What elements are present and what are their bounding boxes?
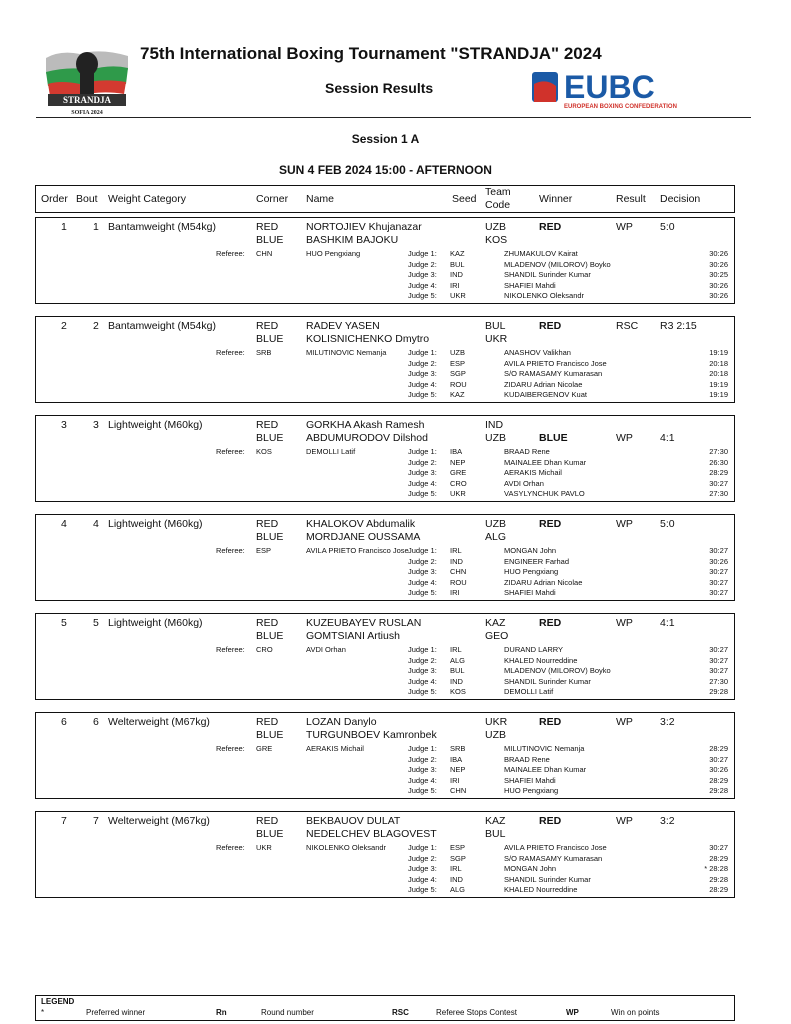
legend-desc: Win on points — [611, 1008, 660, 1017]
session-label: Session 1 A — [351, 132, 420, 146]
judge-score: 30:27 — [709, 843, 728, 852]
bout-number: 6 — [93, 716, 99, 728]
judge-name: AVDI Orhan — [504, 478, 544, 488]
result: RSC — [616, 320, 639, 332]
svg-text:EUROPEAN BOXING CONFEDERATION: EUROPEAN BOXING CONFEDERATION — [564, 104, 677, 110]
boxer-blue-name: TURGUNBOEV Kamronbek — [306, 729, 437, 741]
judge-score: 30:26 — [709, 765, 728, 774]
judge-name: MAINALEE Dhan Kumar — [504, 457, 587, 467]
team-red: KAZ — [485, 617, 506, 629]
judge-country: ALG — [450, 655, 466, 665]
referee-name: DEMOLLI Latif — [306, 447, 356, 456]
result: WP — [616, 518, 633, 530]
referee-label: Referee: — [216, 744, 245, 753]
judge-score: 20:18 — [709, 369, 728, 378]
judge-country: ESP — [450, 843, 466, 852]
eubc-logo — [532, 68, 732, 110]
judge-name: VASYLYNCHUK PAVLO — [504, 489, 585, 498]
judge-country: IBA — [450, 754, 463, 764]
judge-score: 19:19 — [709, 379, 728, 389]
judge-label: Judge 4: — [408, 775, 437, 785]
boxer-blue-name: NEDELCHEV BLAGOVEST — [306, 828, 437, 840]
judge-score: 28:29 — [709, 853, 728, 863]
judge-label: Judge 3: — [408, 567, 437, 576]
bout-number: 2 — [93, 320, 99, 332]
judge-country: SGP — [450, 369, 466, 378]
bout-block — [35, 811, 735, 898]
header-divider — [36, 117, 751, 118]
team-red: KAZ — [485, 815, 506, 827]
judge-country: KAZ — [450, 249, 465, 258]
judge-label: Judge 2: — [408, 655, 437, 665]
judge-country: NEP — [450, 457, 466, 467]
col-order: Order — [41, 193, 68, 205]
referee-label: Referee: — [216, 447, 245, 456]
team-blue: UZB — [485, 432, 506, 444]
winner: RED — [539, 518, 562, 530]
legend-key: WP — [566, 1008, 579, 1017]
judge-label: Judge 2: — [408, 754, 437, 764]
judge-score: 30:26 — [709, 280, 728, 290]
judge-name: AVILA PRIETO Francisco Jose — [504, 358, 607, 368]
bout-order: 2 — [61, 320, 67, 332]
judge-label: Judge 1: — [408, 546, 437, 555]
corner-red: RED — [256, 815, 279, 827]
judge-score: 28:29 — [709, 744, 728, 753]
judge-name: MONGAN John — [504, 864, 557, 873]
judge-score: 28:29 — [709, 885, 728, 894]
judge-name: MONGAN John — [504, 546, 557, 555]
bout-order: 3 — [61, 419, 67, 431]
bout-order: 6 — [61, 716, 67, 728]
referee-name: AERAKIS Michail — [306, 744, 364, 753]
col-weight: Weight Category — [108, 193, 187, 205]
judge-label: Judge 4: — [408, 478, 437, 488]
boxer-red-name: GORKHA Akash Ramesh — [306, 419, 425, 431]
judge-country: CHN — [450, 567, 467, 576]
team-blue: UZB — [485, 729, 506, 741]
referee-country: CHN — [256, 249, 273, 258]
decision: 5:0 — [660, 518, 675, 530]
corner-red: RED — [256, 716, 279, 728]
judge-country: IND — [450, 556, 463, 566]
judge-label: Judge 2: — [408, 556, 437, 566]
referee-country: SRB — [256, 348, 272, 357]
team-red: IND — [485, 419, 504, 431]
winner: RED — [539, 221, 562, 233]
judge-country: CHN — [450, 786, 467, 795]
corner-blue: BLUE — [256, 729, 284, 741]
judge-label: Judge 3: — [408, 369, 437, 378]
judge-country: NEP — [450, 765, 466, 774]
referee-country: KOS — [256, 447, 272, 456]
legend-key: Rn — [216, 1008, 227, 1017]
weight-category: Bantamweight (M54kg) — [108, 320, 216, 332]
legend-desc: Preferred winner — [86, 1008, 146, 1017]
judge-country: CRO — [450, 478, 467, 488]
referee-label: Referee: — [216, 645, 245, 654]
legend-desc: Referee Stops Contest — [436, 1008, 517, 1017]
judge-country: GRE — [450, 468, 467, 477]
weight-category: Bantamweight (M54kg) — [108, 221, 216, 233]
svg-text:EUBC: EUBC — [564, 69, 655, 105]
bout-order: 4 — [61, 518, 67, 530]
judge-label: Judge 3: — [408, 765, 437, 774]
judge-score: 30:27 — [709, 588, 728, 597]
col-bout: Bout — [76, 193, 98, 205]
judge-name: NIKOLENKO Oleksandr — [504, 291, 585, 300]
judge-country: KOS — [450, 687, 466, 696]
team-red: BUL — [485, 320, 506, 332]
judge-score: 19:19 — [709, 348, 728, 357]
decision: R3 2:15 — [660, 320, 697, 332]
referee-country: ESP — [256, 546, 272, 555]
col-code: Code — [485, 199, 511, 211]
corner-blue: BLUE — [256, 234, 284, 246]
judge-score: 30:26 — [709, 291, 728, 300]
winner: RED — [539, 320, 562, 332]
judge-name: MILUTINOVIC Nemanja — [504, 744, 585, 753]
judge-name: KHALED Nourreddine — [504, 655, 578, 665]
corner-blue: BLUE — [256, 531, 284, 543]
col-result: Result — [616, 193, 646, 205]
winner: RED — [539, 617, 562, 629]
judge-name: SHANDIL Surinder Kumar — [504, 676, 591, 686]
judge-country: ESP — [450, 358, 466, 368]
winner: RED — [539, 815, 562, 827]
result: WP — [616, 815, 633, 827]
page-title: 75th International Boxing Tournament "STRANDJA" 2024 — [140, 44, 602, 63]
judge-label: Judge 1: — [408, 348, 437, 357]
judge-label: Judge 4: — [408, 676, 437, 686]
judge-label: Judge 1: — [408, 645, 437, 654]
decision: 4:1 — [660, 432, 675, 444]
judge-label: Judge 4: — [408, 379, 437, 389]
judge-country: IRI — [450, 775, 460, 785]
col-name: Name — [306, 193, 335, 205]
corner-red: RED — [256, 617, 279, 629]
judge-score: 29:28 — [709, 786, 728, 795]
judge-score: 30:27 — [709, 567, 728, 576]
bout-block — [35, 217, 735, 304]
judge-label: Judge 5: — [408, 687, 437, 696]
team-blue: GEO — [485, 630, 509, 642]
judge-label: Judge 4: — [408, 577, 437, 587]
boxer-blue-name: ABDUMURODOV Dilshod — [306, 432, 428, 444]
winner: RED — [539, 716, 562, 728]
corner-blue: BLUE — [256, 828, 284, 840]
judge-score: 30:27 — [709, 546, 728, 555]
judge-country: ROU — [450, 577, 467, 587]
judge-label: Judge 3: — [408, 666, 437, 675]
judge-name: AVILA PRIETO Francisco Jose — [504, 843, 607, 852]
referee-name: AVDI Orhan — [306, 645, 346, 654]
judge-label: Judge 2: — [408, 853, 437, 863]
col-team: Team — [485, 186, 511, 198]
judge-name: SHANDIL Surinder Kumar — [504, 270, 591, 279]
judge-name: KHALED Nourreddine — [504, 885, 578, 894]
judge-country: KAZ — [450, 390, 465, 399]
bout-number: 7 — [93, 815, 99, 827]
judge-name: AERAKIS Michail — [504, 468, 562, 477]
boxer-blue-name: KOLISNICHENKO Dmytro — [306, 333, 430, 345]
judge-label: Judge 2: — [408, 457, 437, 467]
weight-category: Lightweight (M60kg) — [108, 419, 203, 431]
judge-name: KUDAIBERGENOV Kuat — [504, 390, 587, 399]
judge-label: Judge 2: — [408, 358, 437, 368]
strandja-logo — [40, 42, 134, 116]
judge-country: IND — [450, 676, 463, 686]
judge-country: BUL — [450, 666, 465, 675]
judge-score: 30:27 — [709, 478, 728, 488]
referee-label: Referee: — [216, 348, 245, 357]
judge-name: ZIDARU Adrian Nicolae — [504, 577, 583, 587]
svg-text:SOFIA 2024: SOFIA 2024 — [71, 110, 103, 116]
legend-title: LEGEND — [41, 997, 75, 1006]
judge-label: Judge 3: — [408, 864, 437, 873]
corner-red: RED — [256, 518, 279, 530]
judge-country: UKR — [450, 291, 466, 300]
judge-name: DEMOLLI Latif — [504, 687, 554, 696]
col-corner: Corner — [256, 193, 289, 205]
corner-blue: BLUE — [256, 432, 284, 444]
judge-name: SHANDIL Surinder Kumar — [504, 874, 591, 884]
judge-label: Judge 5: — [408, 786, 437, 795]
judge-name: MAINALEE Dhan Kumar — [504, 765, 587, 774]
judge-country: UZB — [450, 348, 465, 357]
result: WP — [616, 716, 633, 728]
judge-country: UKR — [450, 489, 466, 498]
boxer-red-name: BEKBAUOV DULAT — [306, 815, 401, 827]
judge-score: 30:27 — [709, 655, 728, 665]
col-seed: Seed — [452, 193, 477, 205]
judge-name: S/O RAMASAMY Kumarasan — [504, 369, 603, 378]
boxer-blue-name: GOMTSIANI Artiush — [306, 630, 400, 642]
bout-block — [35, 415, 735, 502]
judge-country: IRI — [450, 588, 460, 597]
judge-label: Judge 1: — [408, 843, 437, 852]
judge-label: Judge 3: — [408, 468, 437, 477]
referee-name: HUO Pengxiang — [306, 249, 361, 258]
referee-country: UKR — [256, 843, 272, 852]
corner-blue: BLUE — [256, 333, 284, 345]
judge-score: 30:27 — [709, 666, 728, 675]
bout-order: 5 — [61, 617, 67, 629]
judge-country: IND — [450, 270, 463, 279]
judge-score: 30:26 — [709, 259, 728, 269]
judge-name: SHAFIEI Mahdi — [504, 280, 556, 290]
judge-score: 30:26 — [709, 556, 728, 566]
weight-category: Lightweight (M60kg) — [108, 518, 203, 530]
result: WP — [616, 617, 633, 629]
judge-name: BRAAD Rene — [504, 447, 550, 456]
judge-score: 29:28 — [709, 874, 728, 884]
judge-country: IBA — [450, 447, 463, 456]
bout-order: 1 — [61, 221, 67, 233]
team-red: UZB — [485, 221, 506, 233]
judge-name: ANASHOV Valikhan — [504, 348, 571, 357]
judge-score: 30:27 — [709, 577, 728, 587]
judge-name: ENGINEER Farhad — [504, 556, 570, 566]
boxer-blue-name: BASHKIM BAJOKU — [306, 234, 399, 246]
bout-number: 4 — [93, 518, 99, 530]
legend-desc: Round number — [261, 1008, 314, 1017]
decision: 3:2 — [660, 716, 675, 728]
bout-block — [35, 316, 735, 403]
judge-label: Judge 2: — [408, 259, 437, 269]
legend — [35, 995, 735, 1021]
judge-score: 30:26 — [709, 249, 728, 258]
weight-category: Welterweight (M67kg) — [108, 815, 210, 827]
judge-label: Judge 5: — [408, 885, 437, 894]
result: WP — [616, 432, 633, 444]
judge-score: 30:25 — [709, 270, 728, 279]
judge-score: 27:30 — [709, 447, 728, 456]
team-blue: ALG — [485, 531, 507, 543]
bout-number: 5 — [93, 617, 99, 629]
judge-label: Judge 1: — [408, 249, 437, 258]
team-blue: BUL — [485, 828, 506, 840]
judge-label: Judge 5: — [408, 489, 437, 498]
judge-score: 20:18 — [709, 358, 728, 368]
boxer-red-name: KHALOKOV Abdumalik — [306, 518, 416, 530]
boxer-red-name: LOZAN Danylo — [306, 716, 377, 728]
decision: 4:1 — [660, 617, 675, 629]
result: WP — [616, 221, 633, 233]
corner-blue: BLUE — [256, 630, 284, 642]
judge-name: SHAFIEI Mahdi — [504, 588, 556, 597]
judge-name: ZIDARU Adrian Nicolae — [504, 379, 583, 389]
legend-key: RSC — [392, 1008, 409, 1017]
judge-label: Judge 1: — [408, 744, 437, 753]
judge-label: Judge 5: — [408, 588, 437, 597]
referee-name: MILUTINOVIC Nemanja — [306, 348, 387, 357]
judge-country: SRB — [450, 744, 466, 753]
boxer-red-name: RADEV YASEN — [306, 320, 380, 332]
judge-score: 30:27 — [709, 754, 728, 764]
corner-red: RED — [256, 419, 279, 431]
judge-country: IRL — [450, 864, 462, 873]
judge-country: BUL — [450, 259, 465, 269]
judge-name: HUO Pengxiang — [504, 786, 559, 795]
boxer-red-name: KUZEUBAYEV RUSLAN — [306, 617, 422, 629]
judge-name: MLADENOV (MILOROV) Boyko — [504, 666, 611, 675]
judge-score: 26:30 — [709, 457, 728, 467]
judge-score: 30:27 — [709, 645, 728, 654]
bout-block — [35, 514, 735, 601]
winner: BLUE — [539, 432, 568, 444]
bout-number: 1 — [93, 221, 99, 233]
svg-text:STRANDJA: STRANDJA — [62, 95, 112, 105]
judge-score: 29:28 — [709, 687, 728, 696]
referee-name: NIKOLENKO Oleksandr — [306, 843, 387, 852]
weight-category: Lightweight (M60kg) — [108, 617, 203, 629]
judge-name: MLADENOV (MILOROV) Boyko — [504, 259, 611, 269]
referee-name: AVILA PRIETO Francisco Jose — [306, 546, 409, 555]
team-blue: UKR — [485, 333, 508, 345]
judge-name: DURAND LARRY — [504, 645, 564, 654]
weight-category: Welterweight (M67kg) — [108, 716, 210, 728]
team-blue: KOS — [485, 234, 508, 246]
referee-label: Referee: — [216, 249, 245, 258]
judge-label: Judge 5: — [408, 390, 437, 399]
judge-score: 28:29 — [709, 468, 728, 477]
judge-name: HUO Pengxiang — [504, 567, 559, 576]
referee-country: CRO — [256, 645, 273, 654]
judge-label: Judge 5: — [408, 291, 437, 300]
judge-label: Judge 3: — [408, 270, 437, 279]
judge-name: SHAFIEI Mahdi — [504, 775, 556, 785]
col-decision: Decision — [660, 193, 701, 205]
judge-country: ALG — [450, 885, 466, 894]
bout-number: 3 — [93, 419, 99, 431]
judge-score: 27:30 — [709, 489, 728, 498]
judge-country: ROU — [450, 379, 467, 389]
team-red: UZB — [485, 518, 506, 530]
legend-key: * — [41, 1008, 45, 1017]
boxer-blue-name: MORDJANE OUSSAMA — [306, 531, 421, 543]
decision: 5:0 — [660, 221, 675, 233]
judge-country: IND — [450, 874, 463, 884]
judge-country: IRL — [450, 645, 462, 654]
judge-country: SGP — [450, 853, 466, 863]
referee-country: GRE — [256, 744, 273, 753]
judge-label: Judge 4: — [408, 874, 437, 884]
bout-block — [35, 613, 735, 700]
referee-label: Referee: — [216, 843, 245, 852]
judge-name: BRAAD Rene — [504, 754, 550, 764]
session-date: SUN 4 FEB 2024 15:00 - AFTERNOON — [279, 163, 492, 177]
judge-score: 19:19 — [709, 390, 728, 399]
judge-score: 28:29 — [709, 775, 728, 785]
column-header — [35, 185, 735, 213]
bout-block — [35, 712, 735, 799]
team-red: UKR — [485, 716, 508, 728]
col-winner: Winner — [539, 193, 573, 205]
corner-red: RED — [256, 320, 279, 332]
page-subtitle: Session Results — [325, 80, 434, 96]
judge-name: S/O RAMASAMY Kumarasan — [504, 853, 603, 863]
corner-red: RED — [256, 221, 279, 233]
judge-score: 27:30 — [709, 676, 728, 686]
judge-label: Judge 1: — [408, 447, 437, 456]
judge-label: Judge 4: — [408, 280, 437, 290]
judge-country: IRI — [450, 280, 460, 290]
decision: 3:2 — [660, 815, 675, 827]
bout-order: 7 — [61, 815, 67, 827]
referee-label: Referee: — [216, 546, 245, 555]
judge-score: * 28:28 — [704, 864, 728, 873]
boxer-red-name: NORTOJIEV Khujanazar — [306, 221, 422, 233]
judge-country: IRL — [450, 546, 462, 555]
judge-name: ZHUMAKULOV Kairat — [504, 249, 578, 258]
